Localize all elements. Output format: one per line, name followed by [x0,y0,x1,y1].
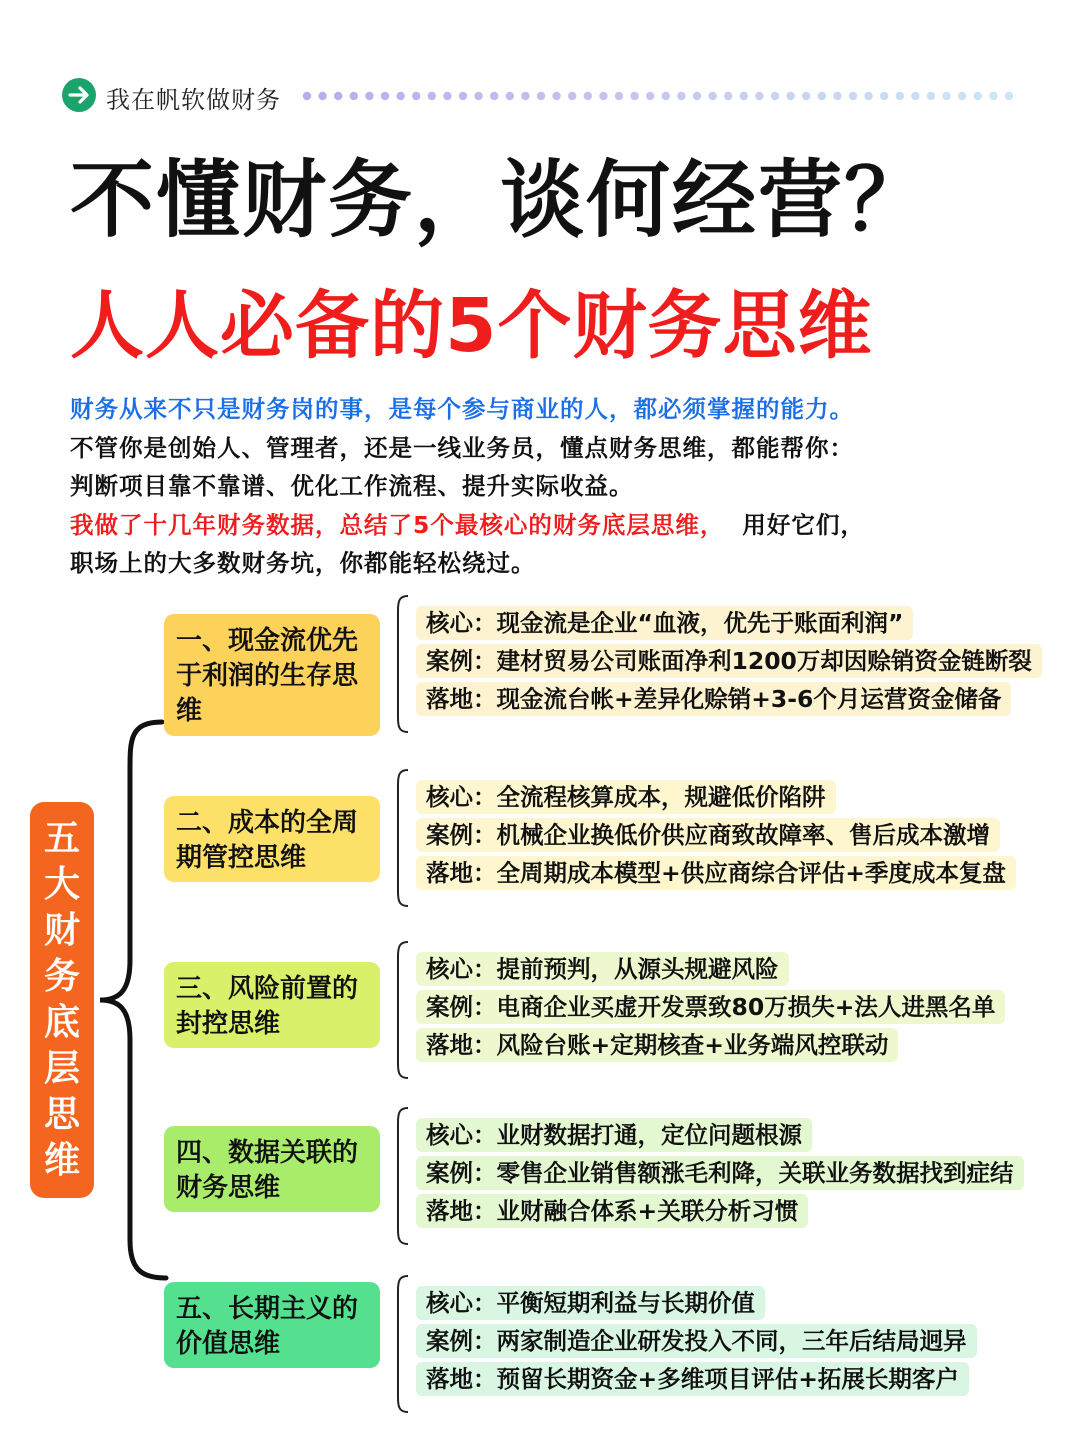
divider-dot [381,92,389,100]
divider-dot [786,92,794,100]
divider-dot [740,92,748,100]
intro-line-4 [70,506,1030,545]
category-2-details [416,780,1016,894]
header [62,78,1022,114]
intro-paragraph [70,390,1030,583]
divider-dot [989,92,997,100]
side-label-char: 维 [43,1140,80,1181]
brand-label: 我在帆软做财务 [106,86,281,114]
divider-dot [849,92,857,100]
bracket-4 [398,1108,408,1244]
divider-dot [615,92,623,100]
category-1-title: 一、现金流优先于利润的生存思维 [164,614,380,736]
divider-dot [880,92,888,100]
divider-dot [552,92,560,100]
category-2-title: 二、成本的全周期管控思维 [164,796,380,882]
divider-dot [537,92,545,100]
main-brace [100,722,166,1278]
divider-dot [443,92,451,100]
category-5-details [416,1286,977,1400]
divider-dot [521,92,529,100]
bracket-3 [398,942,408,1078]
category-5-action: 落地：预留长期资金+多维项目评估+拓展长期客户 [416,1362,969,1396]
divider-dot [724,92,732,100]
side-label-char: 底 [43,1002,80,1043]
category-1-core: 核心：现金流是企业“血液，优先于账面利润” [416,606,913,640]
side-label-char: 财 [43,910,80,951]
divider-dot [459,92,467,100]
category-5-core: 核心：平衡短期利益与长期价值 [416,1286,765,1320]
divider-dot [771,92,779,100]
divider-dot [412,92,420,100]
category-4-action: 落地：业财融合体系+关联分析习惯 [416,1194,808,1228]
divider-dot [833,92,841,100]
divider-dot [506,92,514,100]
divider-dot [677,92,685,100]
category-3-details [416,952,1005,1066]
category-1-case: 案例：建材贸易公司账面净利1200万却因赊销资金链断裂 [416,644,1042,678]
divider-dot [693,92,701,100]
side-label [30,802,94,1198]
intro-line-4-rest: 用好它们， [742,510,865,539]
category-4-core: 核心：业财数据打通，定位问题根源 [416,1118,812,1152]
divider-dot [1005,92,1013,100]
divider-dot [584,92,592,100]
divider-dot [630,92,638,100]
arrow-right-circle-icon [62,78,96,112]
intro-line-3: 判断项目靠不靠谱、优化工作流程、提升实际收益。 [70,472,634,500]
bracket-2 [398,770,408,906]
divider-dot [802,92,810,100]
divider-dot [599,92,607,100]
divider-dot [896,92,904,100]
category-4-case: 案例：零售企业销售额涨毛利降，关联业务数据找到症结 [416,1156,1024,1190]
divider-dot [927,92,935,100]
bracket-5 [398,1276,408,1412]
divider-dot [864,92,872,100]
category-3-core: 核心：提前预判，从源头规避风险 [416,952,789,986]
category-4-title: 四、数据关联的财务思维 [164,1126,380,1212]
side-label-char: 层 [43,1048,80,1089]
category-1-action: 落地：现金流台帐+差异化赊销+3-6个月运营资金储备 [416,682,1011,716]
divider-dot [755,92,763,100]
divider-dot [568,92,576,100]
intro-line-2: 不管你是创始人、管理者，还是一线业务员，懂点财务思维，都能帮你： [70,433,854,462]
category-3-case: 案例：电商企业买虚开发票致80万损失+法人进黑名单 [416,990,1005,1024]
divider-dot [974,92,982,100]
sub-title: 人人必备的5个财务思维 [70,283,873,369]
category-4-details [416,1118,1024,1232]
divider-dot [818,92,826,100]
category-5-case: 案例：两家制造企业研发投入不同，三年后结局迥异 [416,1324,977,1358]
side-label-char: 务 [43,956,80,997]
intro-line-1: 财务从来不只是财务岗的事，是每个参与商业的人，都必须掌握的能力。 [70,395,854,423]
divider-dot [365,92,373,100]
category-3-action: 落地：风险台账+定期核查+业务端风控联动 [416,1028,898,1062]
divider-dot [708,92,716,100]
dotted-divider [302,91,1022,101]
category-3-title: 三、风险前置的封控思维 [164,962,380,1048]
category-2-core: 核心：全流程核算成本，规避低价陷阱 [416,780,836,814]
divider-dot [318,92,326,100]
category-2-case: 案例：机械企业换低价供应商致故障率、售后成本激增 [416,818,1000,852]
divider-dot [396,92,404,100]
bracket-1 [398,596,408,732]
divider-dot [942,92,950,100]
intro-line-4-highlight: 我做了十几年财务数据，总结了5个最核心的财务底层思维， [70,510,725,539]
divider-dot [474,92,482,100]
divider-dot [490,92,498,100]
divider-dot [911,92,919,100]
divider-dot [662,92,670,100]
category-2-action: 落地：全周期成本模型+供应商综合评估+季度成本复盘 [416,856,1016,890]
main-title: 不懂财务，谈何经营？ [70,151,931,249]
divider-dot [303,92,311,100]
divider-dot [958,92,966,100]
intro-line-5: 职场上的大多数财务坑，你都能轻松绕过。 [70,549,536,577]
divider-dot [646,92,654,100]
category-5-title: 五、长期主义的价值思维 [164,1282,380,1368]
category-1-details [416,606,1042,720]
divider-dot [350,92,358,100]
side-label-char: 思 [43,1094,80,1135]
side-label-char: 五 [43,818,80,859]
divider-dot [428,92,436,100]
side-label-char: 大 [43,864,80,905]
divider-dot [334,92,342,100]
